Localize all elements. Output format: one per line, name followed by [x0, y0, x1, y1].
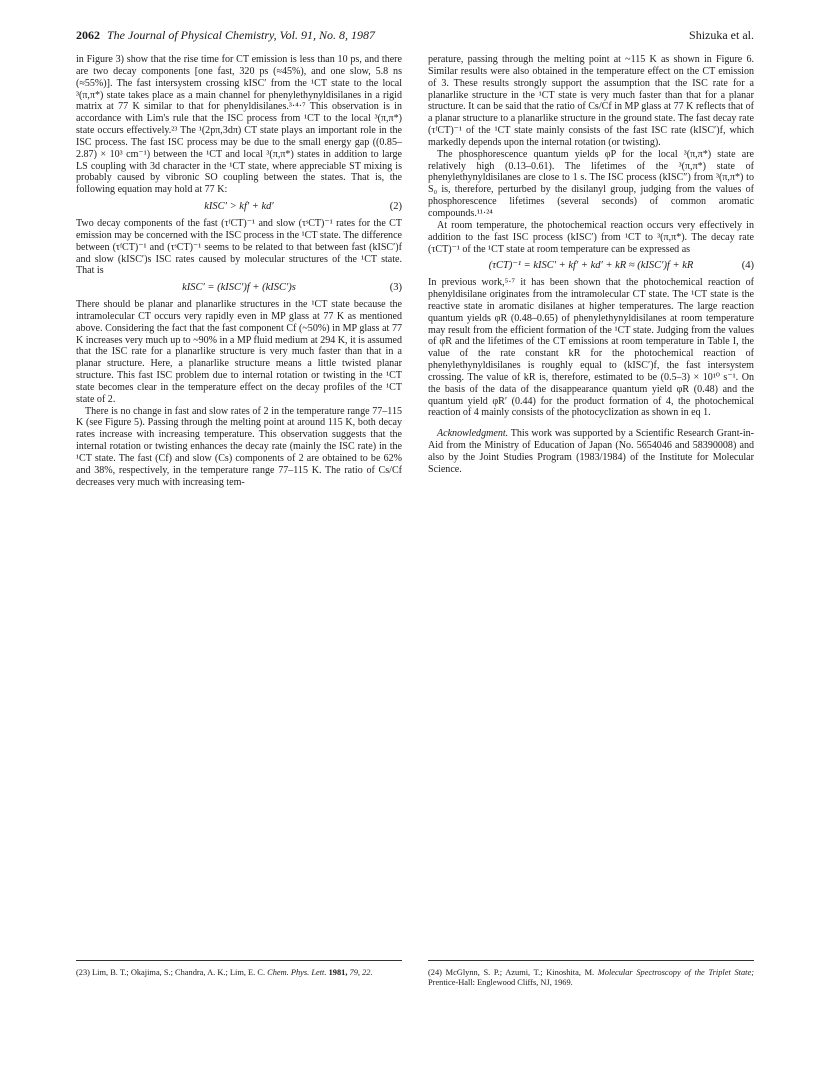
reference-authors: (24) McGlynn, S. P.; Azumi, T.; Kinoshita, M. [428, 968, 595, 977]
equation-expression: kISC′ = (kISC′)f + (kISC′)s [182, 282, 296, 294]
journal-citation: The Journal of Physical Chemistry, Vol. 91, No. 8, 1987 [107, 28, 375, 42]
paragraph: At room temperature, the photochemical reaction occurs very effectively in addition to the fast ISC process (kISC′) from ¹CT to ³(π,π*). The decay rate (τCT)⁻¹ of the ¹CT state at room temperature can be expressed as [428, 219, 754, 255]
journal-page [76, 28, 754, 1048]
reference-year: 1981, [328, 968, 348, 977]
equation-number: (2) [389, 201, 402, 213]
running-authors: Shizuka et al. [689, 28, 754, 42]
paragraph: Two decay components of the fast (τᶠCT)⁻¹ and slow (τˢCT)⁻¹ rates for the CT emission may be concerned with the ISC process in the ¹CT state. The difference between (τᶠCT)⁻¹ and (τˢCT)⁻¹ seems to be related to that between fast (kISC′)f and slow (kISC′)s ISC rates caused by molecular structures of the ¹CT state. That is [76, 217, 402, 277]
footnote-24 [428, 968, 754, 988]
reference-publisher: Prentice-Hall: Englewood Cliffs, NJ, 1969. [428, 978, 573, 988]
equation-3 [76, 282, 402, 294]
reference-authors: (23) Lim, B. T.; Okajima, S.; Chandra, A. K.; Lim, E. C. [76, 968, 266, 977]
paragraph: There should be planar and planarlike structures in the ¹CT state because the intramolecular CT occurs very rapidly even in MP glass at 77 K as mentioned above. Considering the fact that the fast component Cf (~50%) in MP glass at 77 K increases very much up to ~90% in a MP fluid medium at 294 K, it is assumed that the ISC rate for a planarlike structure is very much faster than that in a planar structure. Here, a planarlike structure means a little twisted planar structure. This fast ISC problem due to internal rotation or twisting in the ¹CT state becomes clear in the temperature effect on the decay profiles of the ¹CT state of 2. [76, 299, 402, 405]
equation-number: (3) [389, 282, 402, 294]
acknowledgment [428, 428, 754, 475]
acknowledgment-text: This work was supported by a Scientific Research Grant-in-Aid from the Ministry of Education of Japan (No. 5654046 and 58390008) and also by the Joint Studies Program (1983/1984) of the Institute for Molecular Science. [428, 428, 754, 475]
left-column [76, 54, 402, 489]
equation-expression: (τCT)⁻¹ = kISC′ + kf′ + kd′ + kR ≈ (kISC′)f + kR [488, 260, 694, 272]
reference-title: Molecular Spectroscopy of the Triplet State; [597, 968, 754, 977]
equation-number: (4) [741, 260, 754, 272]
equation-2 [76, 201, 402, 213]
acknowledgment-label: Acknowledgment. [437, 428, 509, 440]
page-number: 2062 [76, 28, 100, 42]
footnote-23 [76, 968, 402, 978]
right-column [428, 54, 754, 476]
footnote-divider [428, 960, 754, 961]
reference-pages: 79, 22. [349, 968, 373, 977]
paragraph: perature, passing through the melting point at ~115 K as shown in Figure 6. Similar results were also obtained in the temperature effect on the CT emission of 3. These results strongly support the assumption that the ISC rate for a planarlike structure in the ¹CT state is very much faster than that for a planar structure. It can be said that the ratio of Cs/Cf in MP glass at 77 K reflects that of a planar structure to a planarlike structure in the ground state. The fast decay rate (τᶠCT)⁻¹ of the ¹CT state mainly consists of the fast ISC rate (kISC′)f, which markedly depends upon the internal rotation (or twisting). [428, 54, 754, 148]
paragraph: In previous work,⁵·⁷ it has been shown that the photochemical reaction of phenyldisilane originates from the intramolecular CT state. The ¹CT state is the reactive state in aromatic disilanes at higher temperatures. The large reaction quantum yields φR (0.48–0.65) of phenylethynyldisilanes at room temperature may result from the efficient formation of the ¹CT state. Judging from the values of φR and the lifetimes of the CT emissions at room temperature in Table I, the value of the rate constant kR for the photochemical reaction of phenylethynyldisilanes is roughly equal to (kISC′)f, the fast intersystem crossing. The value of kR is, therefore, estimated to be (0.5–3) × 10¹⁰ s⁻¹. On the basis of the data of the disappearance quantum yield φR (0.48) and the quantum yield φR′ (0.44) for the product formation of 4, the photochemical reaction of 4 mainly consists of the photocyclization as shown in eq 1. [428, 277, 754, 419]
running-header [76, 28, 754, 48]
equation-expression: kISC′ > kf′ + kd′ [204, 201, 274, 213]
paragraph: There is no change in fast and slow rates of 2 in the temperature range 77–115 K (see Figure 5). Passing through the melting point at around 115 K, both decay rates increase with increasing temperature. This observation suggests that the internal rotation or twisting enhances the decay rate (mainly the ISC rate) in the ¹CT state. The fast (Cf) and slow (Cs) components of 2 are obtained to be 62% and 38%, respectively, in the temperature range 77–115 K. The ratio of Cs/Cf decreases very much with increasing tem- [76, 405, 402, 488]
paragraph: The phosphorescence quantum yields φP for the local ³(π,π*) state are relatively high (0.13–0.61). The lifetimes of the ³(π,π*) state of phenylethynyldisilanes are close to 1 s. The ISC process (kISC″) from ³(π,π*) to S₀ is, therefore, perturbed by the disilanyl group, judging from the values of phosphorescence lifetimes (several seconds) of common aromatic compounds.¹¹·²⁴ [428, 148, 754, 219]
reference-journal: Chem. Phys. Lett. [267, 968, 327, 977]
footnote-divider [76, 960, 402, 961]
paragraph: in Figure 3) show that the rise time for CT emission is less than 10 ps, and there are two decay components [one fast, 320 ps (≈45%), and one slow, 5.8 ns (≈55%)]. The fast intersystem crossing kISC′ from the ¹CT state to the local ³(π,π*) state takes place as a main channel for phenylethynyldisilanes in a rigid matrix at 77 K similar to that for phenyldisilanes.³·⁴·⁷ This observation is in accordance with Lim's rule that the ISC process from ¹CT to the local ³(π,π*) state occurs effectively.²³ The ¹(2pπ,3dπ) CT state plays an important role in the ISC process. The fast ISC process may be due to the small energy gap ((0.85–2.87) × 10³ cm⁻¹) between the ¹CT and local ³(π,π*) states in addition to large LS coupling with 3d character in the ¹CT state, where appreciable ST mixing is probably caused by vibronic SO coupling between the states. That is, the following equation may hold at 77 K: [76, 54, 402, 196]
equation-4 [428, 260, 754, 272]
